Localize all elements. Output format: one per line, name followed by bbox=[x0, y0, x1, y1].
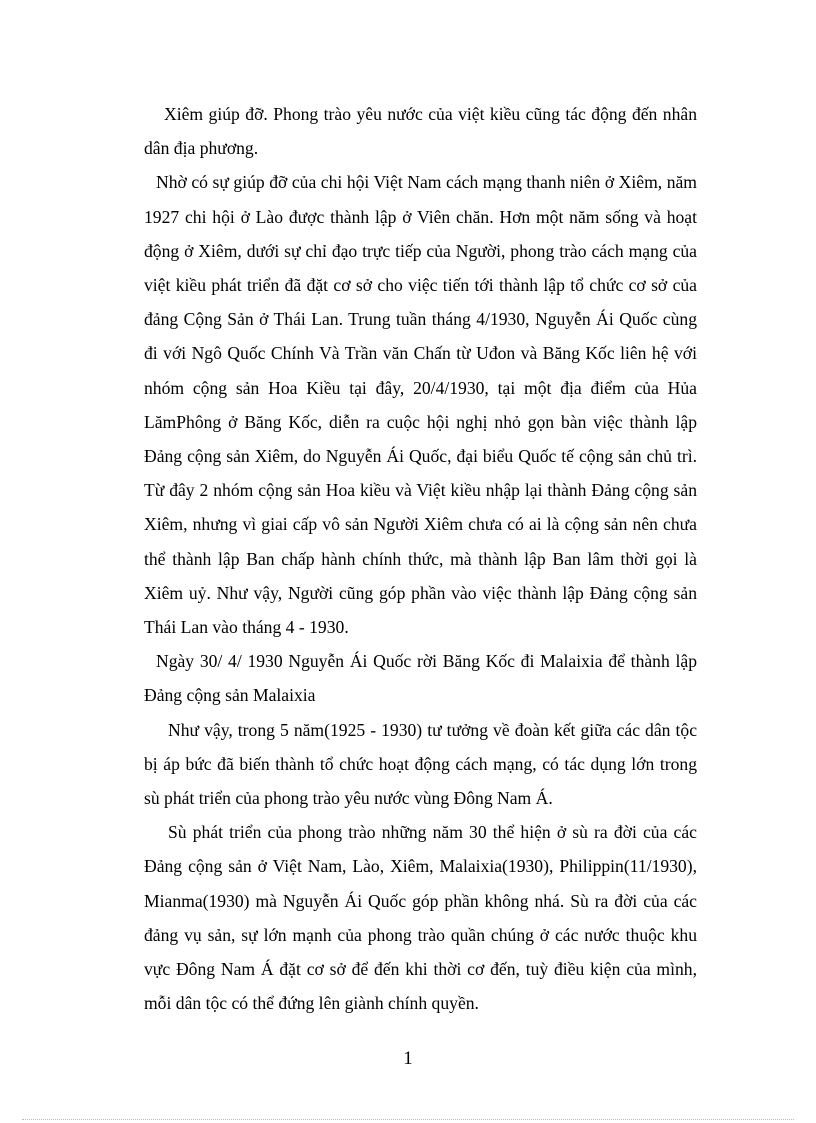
paragraph-2: Nhờ có sự giúp đỡ của chi hội Việt Nam cách mạng thanh niên ở Xiêm, năm 1927 chi hội ở Lào được thành lập ở Viên chăn. Hơn một năm sống và hoạt động ở Xiêm, dưới sự chỉ đạo trực tiếp của Người, phong trào cách mạng của việt kiều phát triển đã đặt cơ sở cho việc tiến tới thành lập tổ chức cơ sở của đảng Cộng Sản ở Thái Lan. Trung tuần tháng 4/1930, Nguyễn Ái Quốc cùng đi với Ngô Quốc Chính Và Trần văn Chấn từ Uđon và Băng Kốc liên hệ với nhóm cộng sản Hoa Kiều tại đây, 20/4/1930, tại một địa điểm của Hủa LămPhông ở Băng Kốc, diễn ra cuộc hội nghị nhỏ gọn bàn việc thành lập Đảng cộng sản Xiêm, do Nguyễn Ái Quốc, đại biểu Quốc tế cộng sản chủ trì. Từ đây 2 nhóm cộng sản Hoa kiều và Việt kiều nhập lại thành Đảng cộng sản Xiêm, nhưng vì giai cấp vô sản Người Xiêm chưa có ai là cộng sản nên chưa thể thành lập Ban chấp hành chính thức, mà thành lập Ban lâm thời gọi là Xiêm uỷ. Như vậy, Người cũng góp phần vào việc thành lập Đảng cộng sản Thái Lan vào tháng 4 - 1930. bbox=[144, 172, 697, 638]
paragraph-4: Như vậy, trong 5 năm(1925 - 1930) tư tưởng về đoàn kết giữa các dân tộc bị áp bức đã biến thành tổ chức hoạt động cách mạng, có tác dụng lớn trong sù phát triển của phong trào yêu nước vùng Đông Nam Á. bbox=[144, 719, 697, 809]
page-number: 1 bbox=[403, 1048, 413, 1069]
page-bottom-border bbox=[22, 1119, 794, 1120]
document-body bbox=[144, 97, 697, 1020]
paragraph-3: Ngày 30/ 4/ 1930 Nguyễn Ái Quốc rời Băng Kốc đi Malaixia để thành lập Đảng cộng sản Malaixia bbox=[144, 651, 697, 706]
paragraph-1: Xiêm giúp đỡ. Phong trào yêu nước của việt kiều cũng tác động đến nhân dân địa phương. bbox=[144, 104, 697, 159]
paragraph-5: Sù phát triển của phong trào những năm 30 thể hiện ở sù ra đời của các Đảng cộng sản ở Việt Nam, Lào, Xiêm, Malaixia(1930), Philippin(11/1930), Mianma(1930) mà Nguyễn Ái Quốc góp phần không nhá. Sù ra đời của các đảng vụ sản, sự lớn mạnh của phong trào quần chúng ở các nước thuộc khu vực Đông Nam Á đặt cơ sở để đến khi thời cơ đến, tuỳ điều kiện của mình, mỗi dân tộc có thể đứng lên giành chính quyền. bbox=[144, 822, 697, 1014]
